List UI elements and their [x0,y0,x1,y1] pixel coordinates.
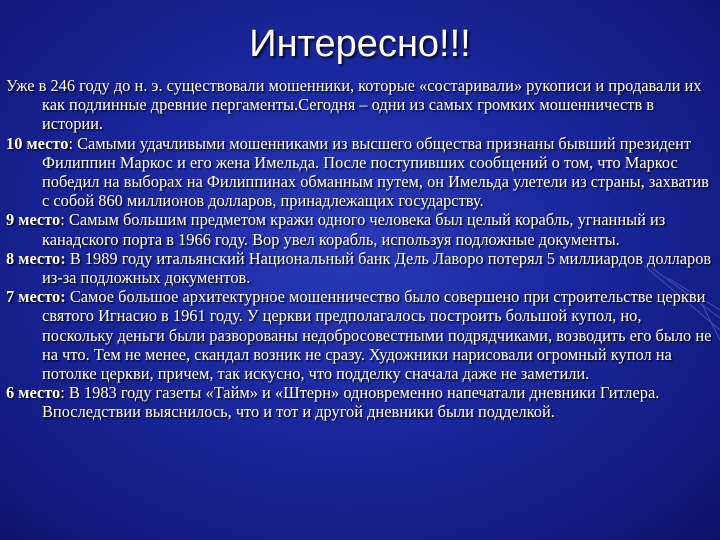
item-label: 6 место [6,383,61,403]
item-label: 7 место: [6,287,66,307]
slide-title: Интересно!!! [249,23,471,65]
list-item [6,134,712,211]
item-text: В 1983 году газеты «Тайм» и «Штерн» одновременно напечатали дневники Гитлера. Впоследствии выяснилось, что и тот и другой дневники были подделкой. [42,383,660,422]
list-item [6,287,712,383]
item-text: Самыми удачливыми мошенниками из высшего общества признаны бывший президент Филиппин Маркос и его жена Имельда. После поступивших сообщений о том, что Маркос победил на выборах на Филиппинах обманным путем, он Имельда улетели из страны, захватив с собой 860 миллионов долларов, принадлежащих государству. [42,133,709,211]
list-item [6,383,712,421]
item-text: Самое большое архитектурное мошенничество было совершено при строительстве церкви святого Игнасио в 1961 году. У церкви предполагалось построить большой купол, но, поскольку деньги были разворованы недобросовестными подрядчиками, возводить его было не на что. Тем не менее, скандал возник не сразу. Художники нарисовали огромный купол на потолке церкви, причем, так искусно, что подделку сначала даже не заметили. [42,287,712,384]
item-label: 8 место: [6,248,66,268]
item-separator: : [60,210,69,230]
slide-body [6,76,712,422]
item-separator: : [68,133,78,153]
list-item [6,249,712,287]
item-separator: : [60,383,69,403]
item-text: Самым большим предметом кражи одного человека был целый корабль, угнанный из канадского порта в 1966 году. Вор увел корабль, используя подложные документы. [42,210,666,249]
intro-paragraph: Уже в 246 году до н. э. существовали мошенники, которые «состаривали» рукописи и продавали их как подлинные древние пергаменты.Сегодня – одни из самых громких мошенничеств в истории. [6,76,702,134]
list-item [6,210,712,248]
item-label: 9 место [6,210,61,230]
item-label: 10 место [6,133,69,153]
item-text: В 1989 году итальянский Национальный банк Дель Лаворо потерял 5 миллиардов долларов из-за подложных документов. [42,248,712,288]
